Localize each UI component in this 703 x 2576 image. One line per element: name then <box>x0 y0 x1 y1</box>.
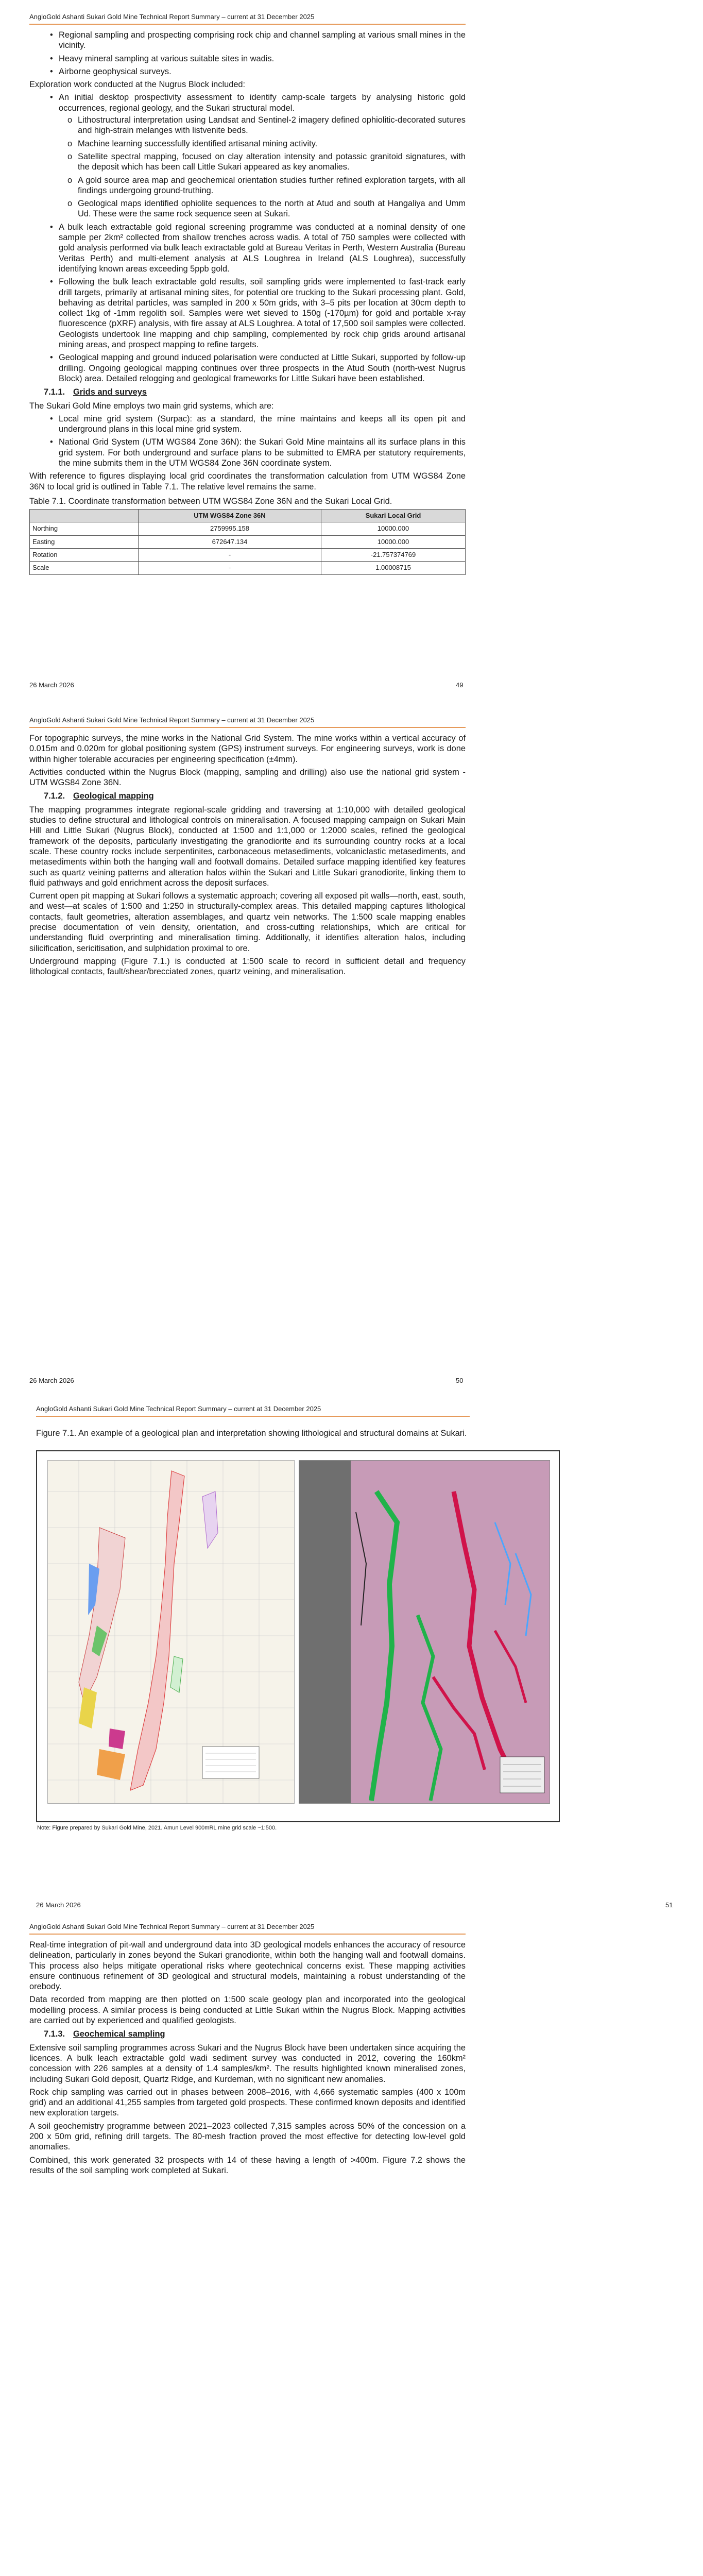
figure-note: Note: Figure prepared by Sukari Gold Mine, 2021. Amun Level 900mRL mine grid scale ~1:500. <box>37 1825 277 1831</box>
table-cell: -21.757374769 <box>321 549 465 562</box>
page-header: AngloGold Ashanti Sukari Gold Mine Technical Report Summary – current at 31 December 2025 <box>36 1405 321 1413</box>
interpretation-map <box>299 1460 550 1804</box>
table-cell: Northing <box>30 522 139 535</box>
page-number: 49 <box>456 681 464 689</box>
list-item: • Geological mapping and ground induced polarisation were conducted at Little Sukari, supported by follow-up drilling. Ongoing geological mapping continues over three prospects in the Atud South (north-west Nugrus Block) area. Detailed relogging and geological frameworks for Little Sukari have been established. <box>29 352 466 384</box>
coordinate-table <box>29 509 466 574</box>
geological-plan-drawing <box>48 1461 294 1803</box>
paragraph: Current open pit mapping at Sukari follows a systematic approach; covering all exposed pit walls—north, east, south, and west—at scales of 1:500 and 1:250 in structurally-complex areas. This detailed mapping captures lithological contacts, fault geometries, alteration assemblages, and quartz vein networks. The 1:500 scale mapping enables precise documentation of vein density, orientation, and cross-cutting relationships, which are critical for understanding fluid overprinting and mineralisation timing. Additionally, it identifies alteration halos, including silicification, sericitisation, and sulphidation proximal to ore. <box>29 891 466 953</box>
table-header: Sukari Local Grid <box>321 510 465 522</box>
paragraph: A soil geochemistry programme between 2021–2023 collected 7,315 samples across 50% of the concession on a 200 x 50m grid, refining drill targets. The 80-mesh fraction proved the most effective for detecting low-level gold anomalies. <box>29 2121 466 2152</box>
nugrus-bullets <box>29 92 466 384</box>
page-header: AngloGold Ashanti Sukari Gold Mine Technical Report Summary – current at 31 December 2025 <box>29 13 315 21</box>
section-number: 7.1.1. <box>44 387 65 397</box>
table-header <box>30 510 139 522</box>
table-cell: 2759995.158 <box>139 522 321 535</box>
list-item: • A bulk leach extractable gold regional screening programme was conducted at a nominal density of one sample per 2km² collected from shallow trenches across wadis. A total of 750 samples were collected with gold analysis performed via bulk leach extractable gold at Bureau Veritas in Perth, Western Australia (Bureau Veritas Perth) and multi-element analysis at ALS Loughrea in Ireland (ALS Loughrea), successfully identifying known areas exceeding 5ppb gold. <box>29 222 466 274</box>
paragraph: For topographic surveys, the mine works in the National Grid System. The mine works within a vertical accuracy of 0.015m and 0.020m for global positioning system (GPS) instrument surveys. For engineering surveys, work is done within higher tolerable accuracies per engineering specification (±4mm). <box>29 734 466 764</box>
page-49 <box>0 0 703 690</box>
section-heading-7-1-2 <box>29 791 466 801</box>
geological-figure <box>36 1450 560 1822</box>
page-50 <box>0 706 703 1386</box>
table-cell: 672647.134 <box>139 535 321 548</box>
paragraph: Data recorded from mapping are then plotted on 1:500 scale geology plan and incorporated into the geological modelling process. A similar process is being conducted at Little Sukari within the Nugrus Block. Mapping activities are carried out by experienced and qualified geologists. <box>29 1995 466 2026</box>
page-header: AngloGold Ashanti Sukari Gold Mine Technical Report Summary – current at 31 December 2025 <box>29 1923 315 1930</box>
list-item-text: An initial desktop prospectivity assessment to identify camp-scale targets by analysing historic gold occurrences, regional geology, and the Sukari structural model. <box>59 93 466 113</box>
table-cell: - <box>139 562 321 574</box>
page-52 <box>0 1917 703 2576</box>
table-cell: - <box>139 549 321 562</box>
sub-list-item: o Satellite spectral mapping, focused on clay alteration intensity and potassic granitoid signatures, with the deposit which has been call Little Sukari appeared as key anomalies. <box>59 151 466 173</box>
list-item: • Regional sampling and prospecting comprising rock chip and channel sampling at various small mines in the vicinity. <box>29 30 466 51</box>
table-row <box>30 549 466 562</box>
table-caption: Table 7.1. Coordinate transformation between UTM WGS84 Zone 36N and the Sukari Local Grid. <box>29 496 392 506</box>
paragraph: The mapping programmes integrate regional-scale gridding and traversing at 1:10,000 with detailed geological studies to define structural and lithological controls on mineralisation. A focused mapping campaign on Sukari Main Hill and Little Sukari (Nugrus Block), conducted at 1:500 and 1:1,000 or 1:2000 scales, refined the geological framework of the deposits, particularly investigating the granodiorite and its surrounding country rocks at a local scale. These country rocks include serpentinites, carbonaceous metasediments, volcaniclastic metasediments, and metasediments within both the hanging wall and footwall domains. Detailed surface mapping identified key features such as quartz veining patterns and alteration halos within the Sukari and Little Sukari granodiorite, linking them to fluid pathways and gold enrichment across the deposit surfaces. <box>29 805 466 888</box>
sub-list-item: o Lithostructural interpretation using Landsat and Sentinel-2 imagery defined ophiolitic-decorated sutures and high-strain melanges with listvenite beds. <box>59 115 466 136</box>
section-title: Geological mapping <box>73 791 154 801</box>
list-item: • Heavy mineral sampling at various suitable sites in wadis. <box>29 54 466 64</box>
sub-list-item: o Geological maps identified ophiolite sequences to the north at Atud and south at Hangaliya and Umm Ud. These were the same rock sequence seen at Sukari. <box>59 198 466 219</box>
header-rule <box>29 727 466 728</box>
grid-bullets <box>29 414 466 468</box>
table-row <box>30 562 466 574</box>
table-header: UTM WGS84 Zone 36N <box>139 510 321 522</box>
table-cell: Easting <box>30 535 139 548</box>
page-number: 51 <box>665 1901 673 1909</box>
list-item <box>29 92 466 219</box>
footer-date: 26 March 2026 <box>29 1377 74 1384</box>
header-rule <box>29 1934 466 1935</box>
grids-paragraph: With reference to figures displaying local grid coordinates the transformation calculation from UTM WGS84 Zone 36N to local grid is outlined in Table 7.1. The relative level remains the same. <box>29 471 466 492</box>
paragraph: Activities conducted within the Nugrus Block (mapping, sampling and drilling) also use the national grid system - UTM WGS84 Zone 36N. <box>29 767 466 788</box>
page-number: 50 <box>456 1377 464 1384</box>
page-52-body <box>29 1940 466 2178</box>
paragraph: Underground mapping (Figure 7.1.) is conducted at 1:500 scale to record in sufficient detail and frequency lithological contacts, fault/shear/brecciated zones, quartz veining, and mineralisation. <box>29 956 466 977</box>
section-number: 7.1.2. <box>44 791 65 801</box>
table-row <box>30 522 466 535</box>
paragraph: Rock chip sampling was carried out in phases between 2008–2016, with 4,666 systematic samples (400 x 100m grid) and an additional 41,255 samples from targeted gold prospects. These confirmed known deposits and identified new exploration targets. <box>29 2087 466 2118</box>
table-cell: Rotation <box>30 549 139 562</box>
nugrus-sub-bullets <box>59 115 466 219</box>
paragraph: Combined, this work generated 32 prospects with 14 of these having a length of >400m. Figure 7.2 shows the results of the soil sampling work completed at Sukari. <box>29 2155 466 2175</box>
table-cell: 10000.000 <box>321 535 465 548</box>
header-rule <box>29 24 466 25</box>
sub-list-item: o Machine learning successfully identified artisanal mining activity. <box>59 139 466 149</box>
table-row <box>30 535 466 548</box>
interpretation-drawing <box>299 1461 550 1803</box>
section-title: Grids and surveys <box>73 387 147 397</box>
section-title: Geochemical sampling <box>73 2029 165 2039</box>
header-rule <box>36 1416 470 1417</box>
table-cell: 10000.000 <box>321 522 465 535</box>
list-item: • National Grid System (UTM WGS84 Zone 36N): the Sukari Gold Mine maintains all its surface plans in this grid system. For both underground and surface plans to be submitted to EMRA per statutory requirements, the mine submits them in the UTM WGS84 Zone 36N coordinate system. <box>29 437 466 468</box>
page-50-body <box>29 733 466 980</box>
page-header: AngloGold Ashanti Sukari Gold Mine Technical Report Summary – current at 31 December 2025 <box>29 716 315 724</box>
section-number: 7.1.3. <box>44 2029 65 2039</box>
grids-intro: The Sukari Gold Mine employs two main grid systems, which are: <box>29 401 274 411</box>
figure-caption: Figure 7.1. An example of a geological plan and interpretation showing lithological and structural domains at Sukari. <box>36 1429 467 1438</box>
list-item: • Following the bulk leach extractable gold results, soil sampling grids were implemented to fast-track early drill targets, primarily at artisanal mining sites, for potential ore trucking to the Sukari processing plant. Gold, behaving as detrital particles, was sampled in 200 x 50m grids, with 3–5 pits per location at 30cm depth to collect 1kg of -1mm regolith soil. Samples were wet sieved to 150g (-170µm) for gold and portable x-ray fluorescence (pXRF) analysis, with fire assay at ALS Loughrea. A total of 17,500 soil samples were collected. Geologists undertook line mapping and chip sampling, complemented by rock chip grids around artisanal mining areas, and prospect mapping to refine targets. <box>29 277 466 350</box>
sub-list-item: o A gold source area map and geochemical orientation studies further refined exploration targets, with all findings undergoing ground-truthing. <box>59 175 466 196</box>
table-header-row <box>30 510 466 522</box>
list-item: • Airborne geophysical surveys. <box>29 66 466 77</box>
table-cell: Scale <box>30 562 139 574</box>
geological-plan-map <box>47 1460 295 1804</box>
regional-bullets <box>29 30 466 77</box>
list-item: • Local mine grid system (Surpac): as a standard, the mine maintains and keeps all its open pit and underground plans in this local mine grid system. <box>29 414 466 435</box>
page-49-body <box>29 30 466 575</box>
exploration-intro: Exploration work conducted at the Nugrus Block included: <box>29 80 246 90</box>
table-cell: 1.00008715 <box>321 562 465 574</box>
footer-date: 26 March 2026 <box>29 681 74 689</box>
section-heading-7-1-1 <box>29 387 466 397</box>
paragraph: Extensive soil sampling programmes across Sukari and the Nugrus Block have been undertaken since acquiring the licences. A bulk leach extractable gold wadi sediment survey was conducted in 2012, covering the 160km² concession with 226 samples at a density of 1.4 samples/km². The results highlighted known mineralised zones, including Sukari Gold deposit, Quartz Ridge, and Kurdeman, with no significant new anomalies. <box>29 2043 466 2084</box>
section-heading-7-1-3 <box>29 2029 466 2039</box>
footer-date: 26 March 2026 <box>36 1901 81 1909</box>
paragraph: Real-time integration of pit-wall and underground data into 3D geological models enhances the accuracy of resource delineation, particularly in zones beyond the Sukari granodiorite, within both the hanging wall and footwall domains. This process also helps mitigate operational risks where geotechnical concerns exist. These mapping activities ensure continuous refinement of 3D geological and structural models, maintaining a robust understanding of the orebody. <box>29 1940 466 1992</box>
